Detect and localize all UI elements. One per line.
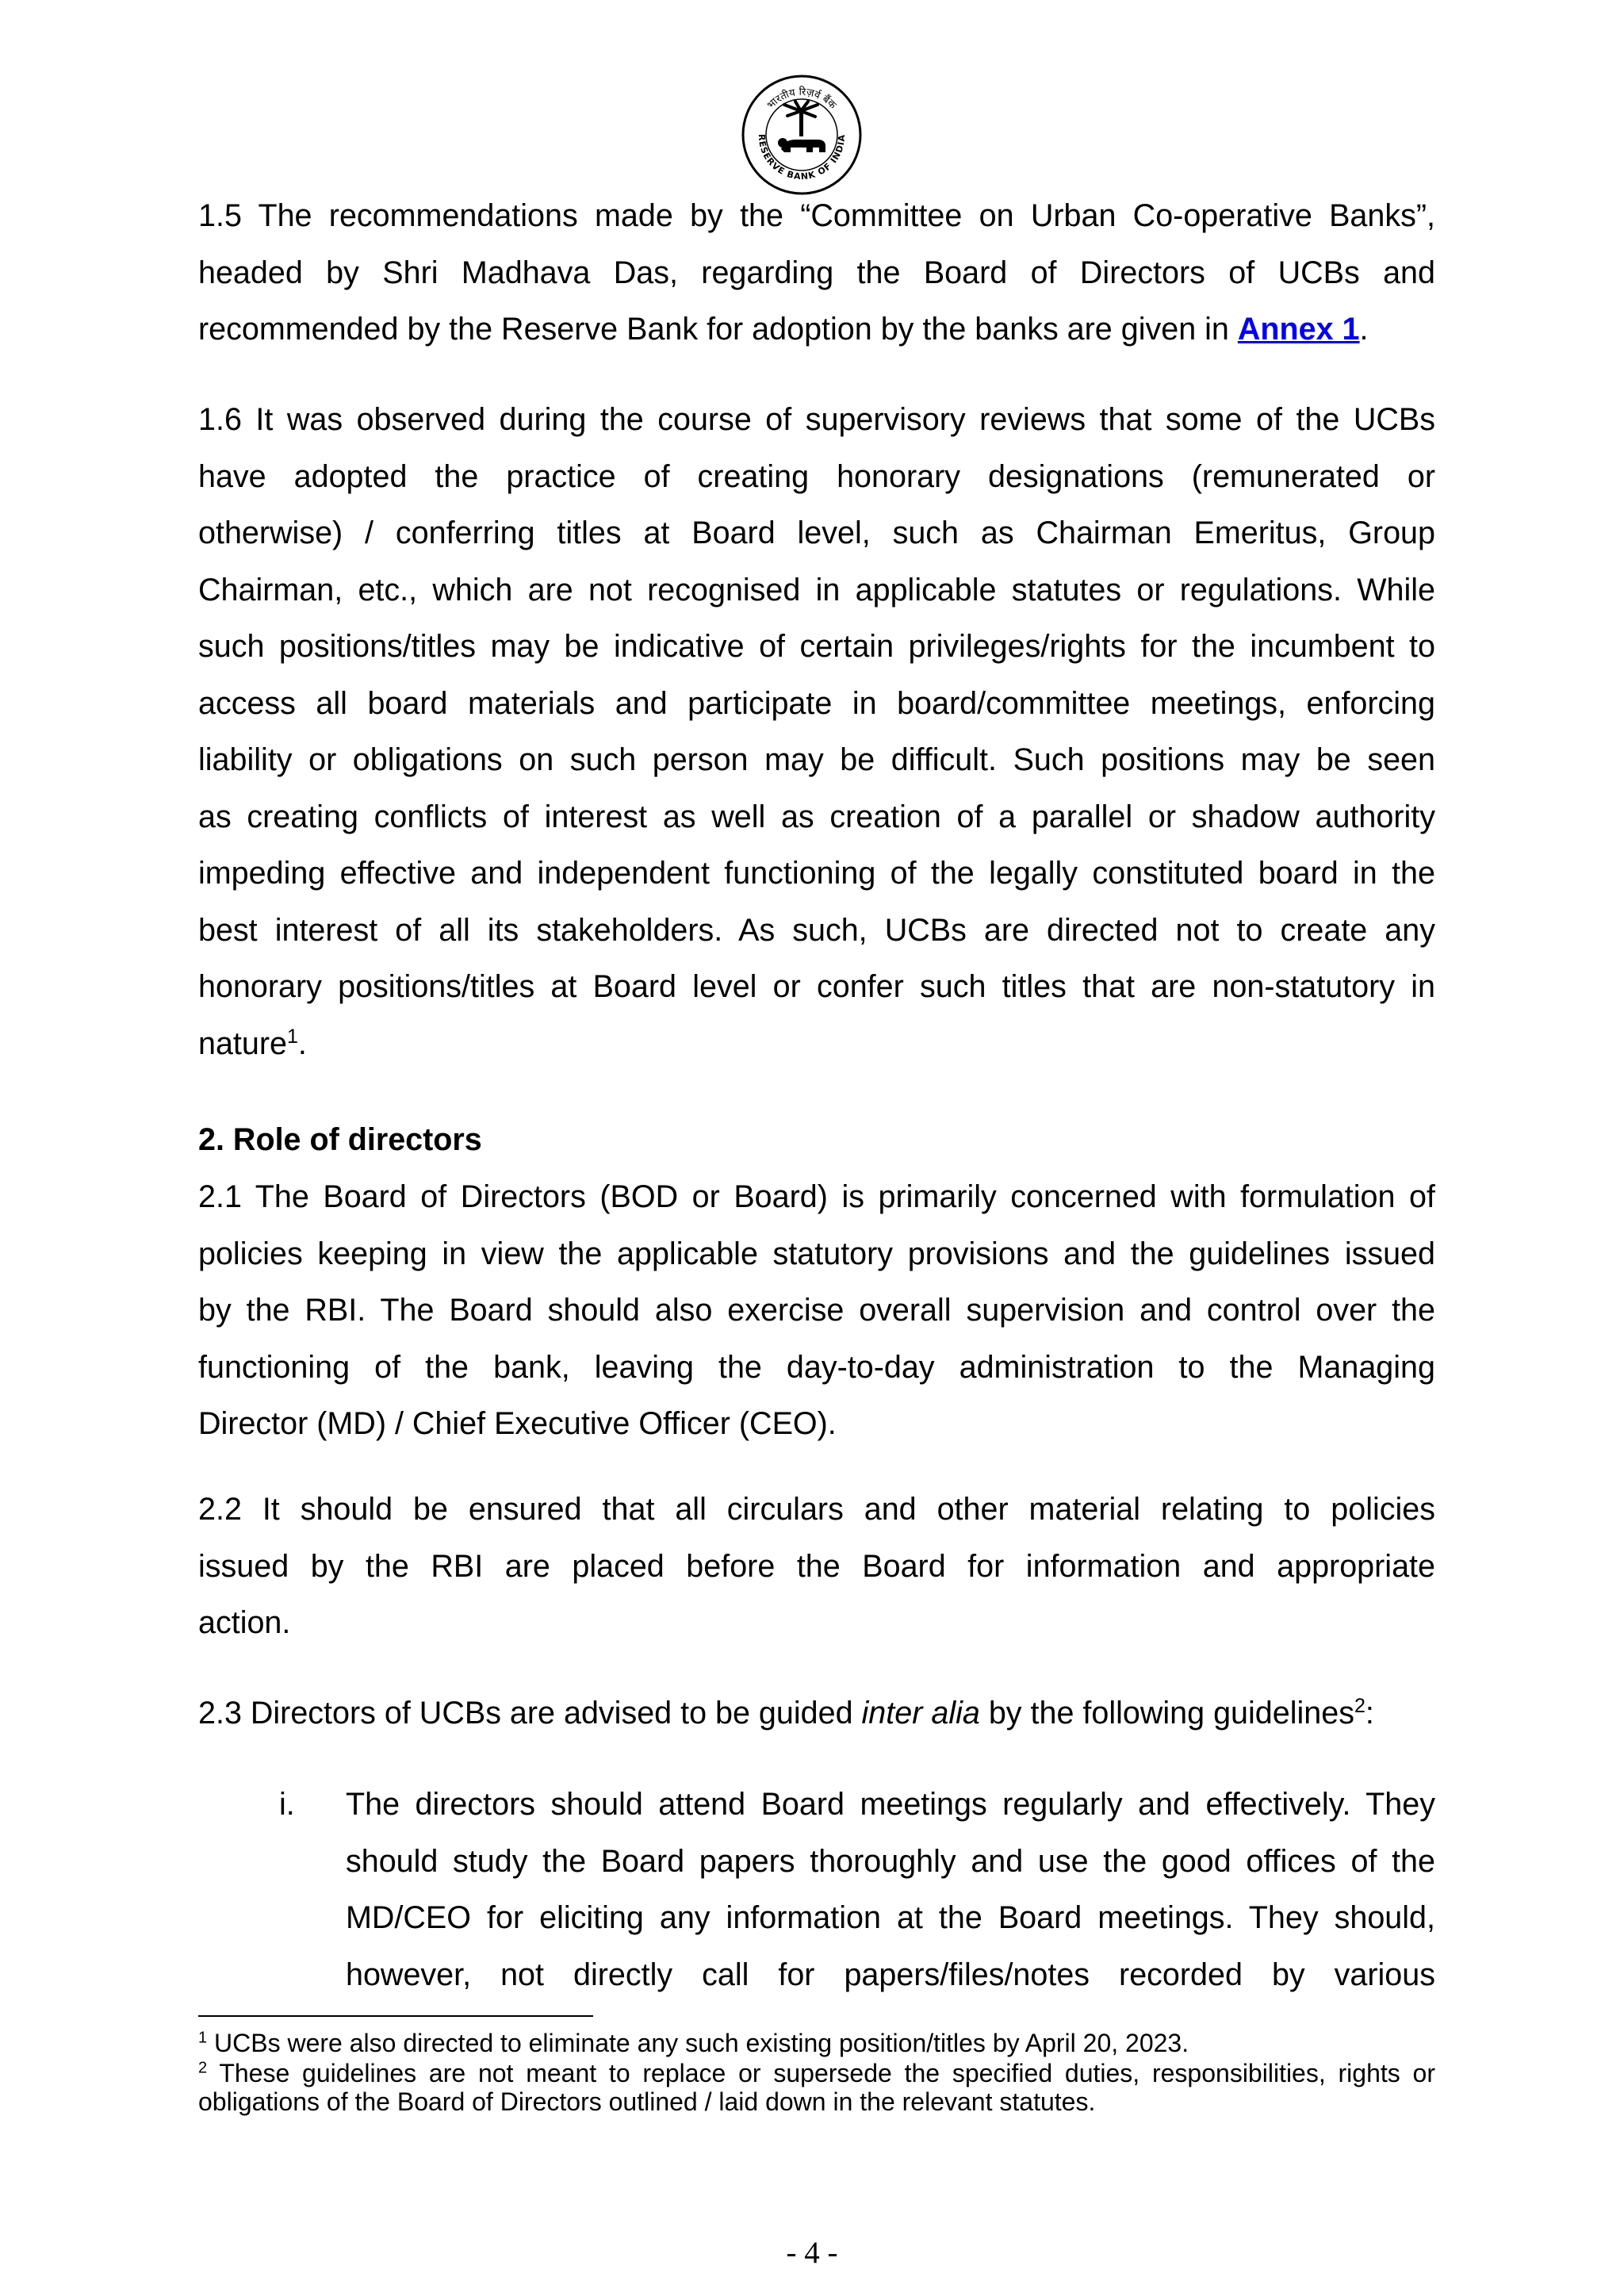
list-marker: i. [279, 1787, 295, 1822]
footnote-text: UCBs were also directed to eliminate any such existing position/titles by April 20, 2023. [207, 2029, 1189, 2057]
text-line: otherwise) / conferring titles at Board level, such as Chairman Emeritus, Group [198, 516, 1435, 550]
list-item-i [346, 1777, 1435, 2003]
text-line: access all board materials and participate in board/committee meetings, enforcing [198, 685, 1435, 721]
text-line: policies keeping in view the applicable statutory provisions and the guidelines issued [198, 1236, 1435, 1271]
text-line: Director (MD) / Chief Executive Officer (CEO). [198, 1406, 837, 1441]
text-line: best interest of all its stakeholders. As such, UCBs are directed not to create any [198, 912, 1435, 948]
text-line: 1.6 It was observed during the course of supervisory reviews that some of the UCBs [198, 402, 1435, 437]
footnote-ref-2[interactable]: 2 [1354, 1694, 1365, 1717]
text-span: 2.3 Directors of UCBs are advised to be guided [198, 1696, 862, 1731]
text-line: as creating conflicts of interest as well as creation of a parallel or shadow authority [198, 799, 1435, 834]
footnote-number: 1 [198, 2029, 208, 2047]
text-line: Chairman, etc., which are not recognised in applicable statutes or regulations. While [198, 572, 1435, 608]
text-line [198, 1685, 1435, 1742]
text-line: MD/CEO for eliciting any information at the Board meetings. They should, [346, 1900, 1435, 1935]
text-line: such positions/titles may be indicative of certain privileges/rights for the incumbent to [198, 629, 1435, 664]
annex-1-link[interactable]: Annex 1 [1237, 312, 1360, 347]
footnote-1 [198, 2029, 1435, 2057]
text-line: headed by Shri Madhava Das, regarding the Board of Directors of UCBs and [198, 255, 1435, 290]
text-line: 2.2 It should be ensured that all circulars and other material relating to policies [198, 1492, 1435, 1527]
text-line: The directors should attend Board meetings regularly and effectively. They [346, 1787, 1435, 1822]
text-span: . [1359, 312, 1369, 347]
text-line: action. [198, 1605, 291, 1640]
text-line [198, 1016, 1435, 1073]
rbi-seal-icon [740, 73, 864, 197]
text-span: . [297, 1025, 307, 1061]
text-line: 1.5 The recommendations made by the “Committee on Urban Co-operative Banks”, [198, 198, 1435, 233]
footnote-ref-1[interactable]: 1 [287, 1025, 298, 1048]
paragraph-1-6 [198, 392, 1435, 1072]
paragraph-1-5 [198, 188, 1435, 358]
text-line: 2.1 The Board of Directors (BOD or Board) is primarily concerned with formulation of [198, 1179, 1435, 1214]
page-number: - 4 - [786, 2236, 838, 2270]
text-line: impeding effective and independent functioning of the legally constituted board in the [198, 856, 1435, 891]
text-line: have adopted the practice of creating honorary designations (remunerated or [198, 458, 1435, 494]
footnote-number: 2 [198, 2059, 208, 2077]
text-line: issued by the RBI are placed before the Board for information and appropriate [198, 1548, 1435, 1584]
footnotes [198, 2029, 1435, 2118]
paragraph-2-3 [198, 1685, 1435, 1742]
text-span: nature [198, 1025, 288, 1061]
text-line: by the RBI. The Board should also exercise overall supervision and control over the [198, 1293, 1435, 1328]
footnote-2 [198, 2059, 1435, 2116]
text-line: honorary positions/titles at Board level or confer such titles that are non-statutory in [198, 969, 1435, 1004]
text-span: : [1365, 1696, 1374, 1731]
footnote-separator [198, 2015, 593, 2017]
text-line: functioning of the bank, leaving the day-to-day administration to the Managing [198, 1349, 1435, 1385]
text-line [198, 301, 1435, 358]
svg-text:RESERVE BANK OF INDIA: RESERVE BANK OF INDIA [756, 133, 848, 182]
footnote-text: These guidelines are not meant to replace or supersede the specified duties, responsibilities, rights or obligations of the Board of Directors outlined / laid down in the relevant statutes. [198, 2059, 1435, 2116]
text-line: liability or obligations on such person may be difficult. Such positions may be seen [198, 742, 1435, 777]
text-line: should study the Board papers thoroughly and use the good offices of the [346, 1843, 1435, 1879]
svg-text:भारतीय रिज़र्व बैंक: भारतीय रिज़र्व बैंक [764, 86, 839, 112]
text-line: however, not directly call for papers/files/notes recorded by various [346, 1957, 1435, 1992]
section-heading: 2. Role of directors [198, 1122, 482, 1157]
text-span: recommended by the Reserve Bank for adoption by the banks are given in [198, 312, 1238, 347]
text-span: by the following guidelines [979, 1696, 1354, 1731]
italic-text: inter alia [861, 1696, 980, 1731]
paragraph-2-1 [198, 1169, 1435, 1453]
paragraph-2-2 [198, 1481, 1435, 1652]
